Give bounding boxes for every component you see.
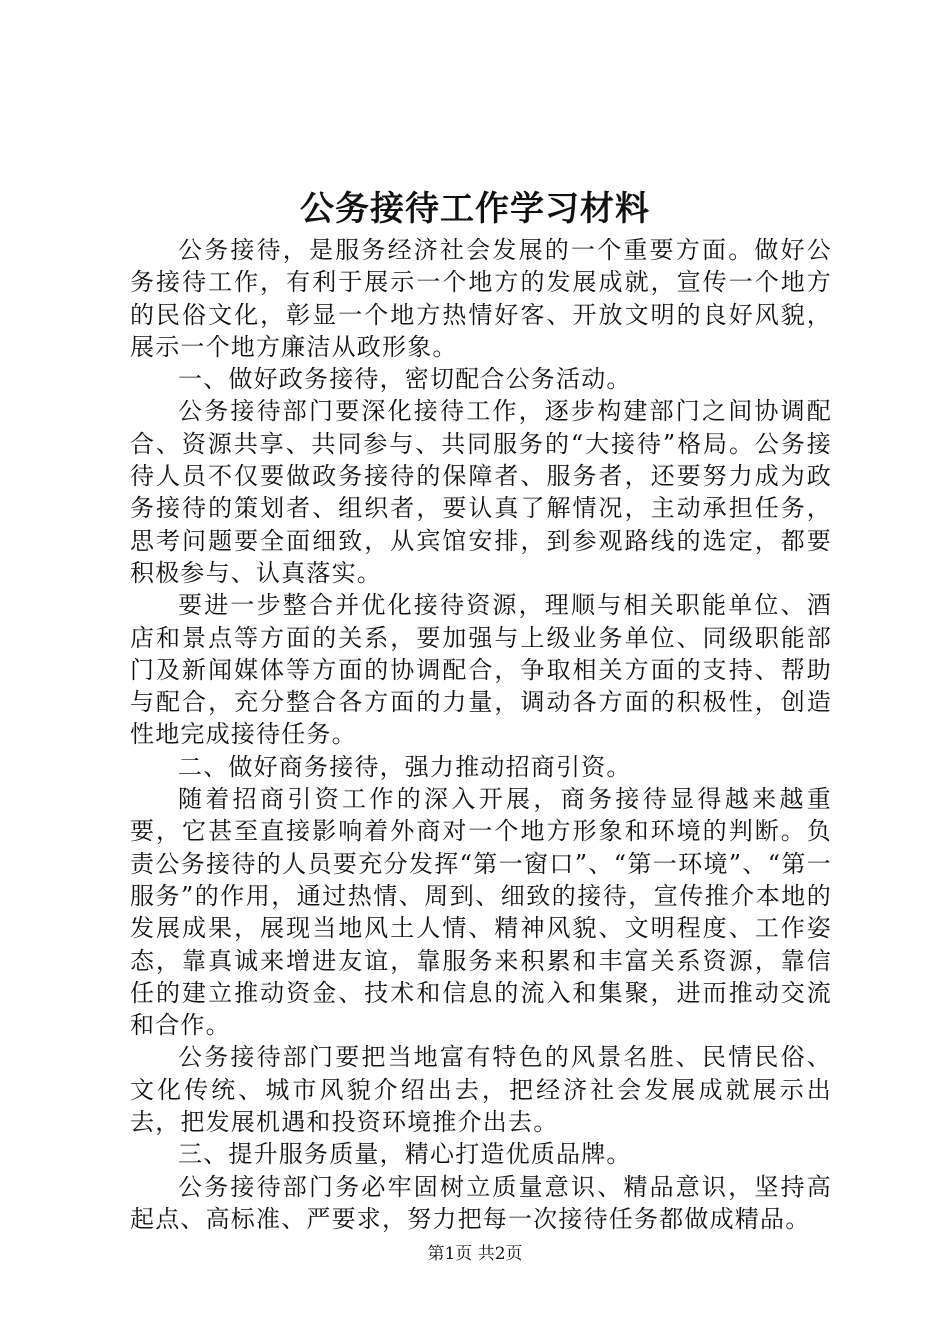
section-heading-1: 一、做好政务接待，密切配合公务活动。	[178, 365, 632, 394]
paragraph: 随着招商引资工作的深入开展，商务接待显得越来越重要，它甚至直接影响着外商对一个地方形象和环境的判断。负责公务接待的人员要充分发挥“第一窗口”、“第一环境”、“第一服务”的作用，通过热情、周到、细致的接待，宣传推介本地的发展成果，展现当地风土人情、精神风貌、文明程度、工作姿态，靠真诚来增进友谊，靠服务来积累和丰富关系资源，靠信任的建立推动资金、技术和信息的流入和集聚，进而推动交流和合作。	[130, 785, 832, 1040]
document-body	[130, 234, 832, 1235]
paragraph: 公务接待部门要把当地富有特色的风景名胜、民情民俗、文化传统、城市风貌介绍出去，把经济社会发展成就展示出去，把发展机遇和投资环境推介出去。	[130, 1043, 832, 1137]
paragraph: 公务接待部门要深化接待工作，逐步构建部门之间协调配合、资源共享、共同参与、共同服务的“大接待”格局。公务接待人员不仅要做政务接待的保障者、服务者，还要努力成为政务接待的策划者、组织者，要认真了解情况，主动承担任务，思考问题要全面细致，从宾馆安排，到参观路线的选定，都要积极参与、认真落实。	[130, 397, 832, 587]
section-heading-3: 三、提升服务质量，精心打造优质品牌。	[178, 1140, 632, 1169]
paragraph: 公务接待部门务必牢固树立质量意识、精品意识，坚持高起点、高标准、严要求，努力把每一次接待任务都做成精品。	[130, 1172, 832, 1233]
paragraph: 要进一步整合并优化接待资源，理顺与相关职能单位、酒店和景点等方面的关系，要加强与上级业务单位、同级职能部门及新闻媒体等方面的协调配合，争取相关方面的支持、帮助与配合，充分整合各方面的力量，调动各方面的积极性，创造性地完成接待任务。	[130, 591, 832, 749]
section-heading-2: 二、做好商务接待，强力推动招商引资。	[178, 752, 632, 781]
page-footer: 第1页 共2页	[427, 1244, 523, 1264]
paragraph-intro: 公务接待，是服务经济社会发展的一个重要方面。做好公务接待工作，有利于展示一个地方的发展成就，宣传一个地方的民俗文化，彰显一个地方热情好客、开放文明的良好风貌，展示一个地方廉洁从政形象。	[130, 236, 832, 361]
document-title: 公务接待工作学习材料	[300, 189, 650, 229]
